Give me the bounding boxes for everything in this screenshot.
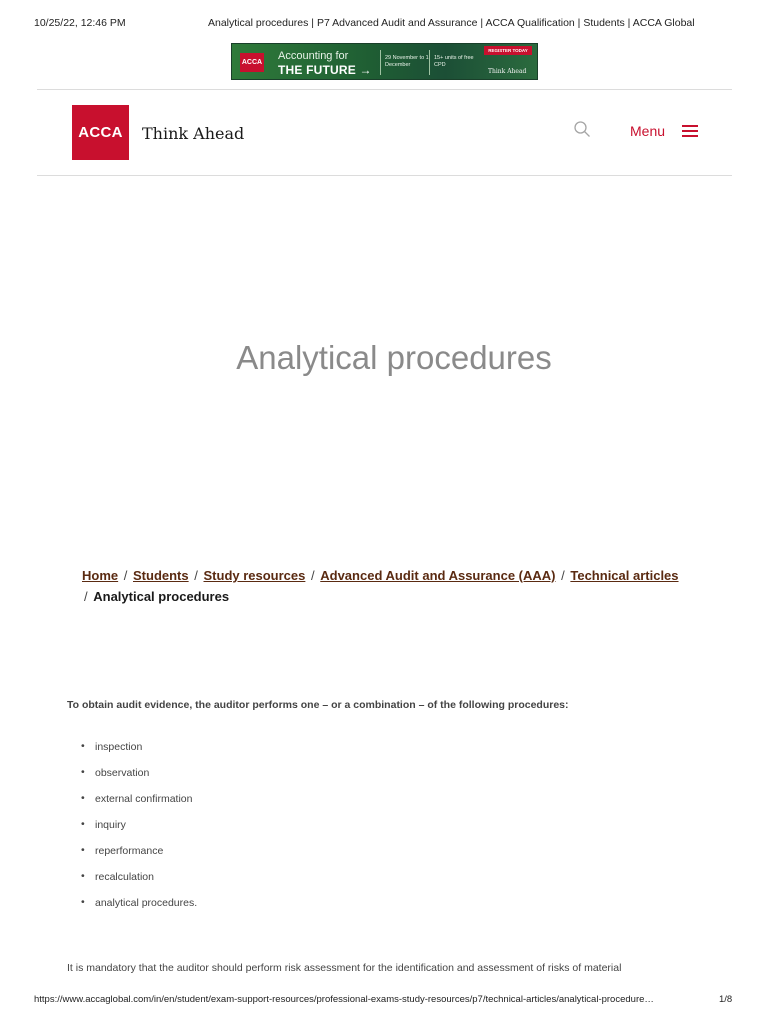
page-title: Analytical procedures [236,339,552,376]
breadcrumb-separator: / [123,568,128,583]
hamburger-icon [682,125,698,138]
list-item-text: inspection [95,741,143,753]
breadcrumb-current: Analytical procedures [93,589,230,604]
banner-divider [380,50,381,75]
breadcrumb-separator: / [311,568,315,583]
search-icon[interactable] [573,120,591,138]
print-footer [0,994,768,1008]
list-item-text: inquiry [95,819,126,831]
bullet-icon: • [81,766,85,778]
acca-logo[interactable]: ACCA [72,105,129,160]
logo-tagline: Think Ahead [142,124,245,143]
list-item-text: analytical procedures. [95,897,198,909]
breadcrumb-aaa[interactable]: Advanced Audit and Assurance (AAA) [320,568,556,583]
intro-paragraph: To obtain audit evidence, the auditor performs one – or a combination – of the following procedures: [67,699,569,711]
menu-label: Menu [630,123,666,139]
header-bottom-divider [37,175,732,176]
breadcrumb-study-resources[interactable]: Study resources [203,568,306,583]
breadcrumb-separator: / [194,568,198,583]
banner-line2: THE FUTURE → [278,63,372,77]
bullet-icon: • [81,896,85,908]
list-item-text: external confirmation [95,793,193,805]
breadcrumb-separator: / [561,568,565,583]
print-header [0,17,768,31]
bullet-icon: • [81,792,85,804]
list-item-text: recalculation [95,871,154,883]
breadcrumb-students[interactable]: Students [133,568,189,583]
breadcrumb [82,565,702,607]
page-number: 1/8 [719,994,733,1005]
print-page-title: Analytical procedures | P7 Advanced Audit and Assurance | ACCA Qualification | Students | ACCA Global [208,17,695,29]
banner-line1: Accounting for [278,50,349,62]
banner-dates: 29 November to 1 December [385,55,429,68]
bullet-icon: • [81,740,85,752]
bullet-icon: • [81,818,85,830]
header-top-divider [37,89,732,90]
mandatory-paragraph: It is mandatory that the auditor should perform risk assessment for the identification and assessment of risks of material [67,962,622,974]
banner-register-button[interactable]: REGISTER TODAY [484,46,532,55]
list-item-text: observation [95,767,150,779]
breadcrumb-separator: / [84,589,88,604]
banner-cpd: 15+ units of free CPD [434,55,474,68]
print-url: https://www.accaglobal.com/in/en/student/exam-support-resources/professional-exams-study-resources/p7/technical-articles/analytical-procedure… [34,994,654,1005]
banner-tagline: Think Ahead [488,68,527,75]
banner-logo: ACCA [240,53,264,72]
banner-divider [429,50,430,75]
bullet-icon: • [81,870,85,882]
breadcrumb-home[interactable]: Home [82,568,119,583]
print-datetime: 10/25/22, 12:46 PM [34,17,126,29]
list-item-text: reperformance [95,845,164,857]
bullet-icon: • [81,844,85,856]
ad-banner[interactable] [231,43,538,80]
breadcrumb-technical-articles[interactable]: Technical articles [570,568,679,583]
